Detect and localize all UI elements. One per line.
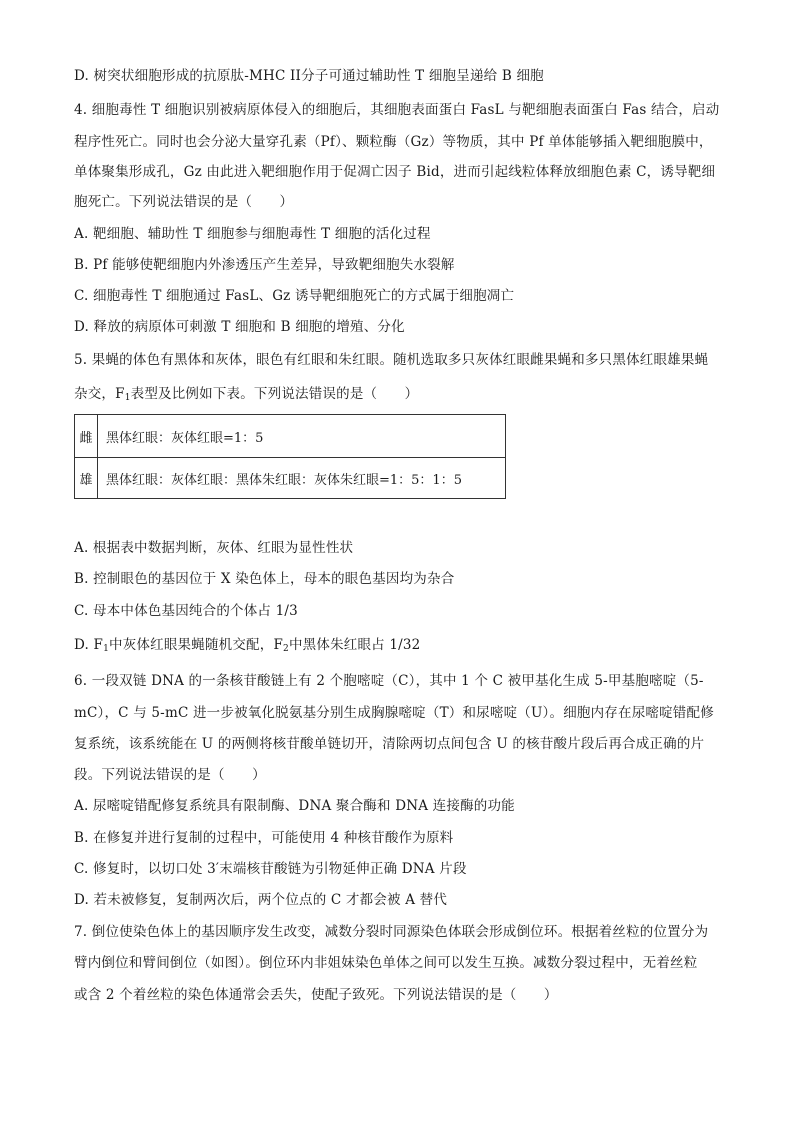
q6-stem-line-3: 复系统，该系统能在 U 的两侧将核苷酸单链切开，清除两切点间包含 U 的核苷酸片段后再合成正确的片	[74, 736, 705, 752]
q4-option-b: B. Pf 能够使靶细胞内外渗透压产生差异，导致靶细胞失水裂解	[74, 257, 455, 273]
q6-stem-line-4: 段。下列说法错误的是（ ）	[74, 767, 266, 783]
sex-cell: 雌	[75, 415, 98, 458]
q6-option-c: C. 修复时，以切口处 3′末端核苷酸链为引物延伸正确 DNA 片段	[74, 861, 467, 877]
q5-option-a: A. 根据表中数据判断，灰体、红眼为显性性状	[74, 540, 354, 556]
phenotype-table	[74, 414, 506, 499]
q5-stem-line-1: 5. 果蝇的体色有黑体和灰体，眼色有红眼和朱红眼。随机选取多只灰体红眼雌果蝇和多只黑体红眼雄果蝇	[74, 352, 709, 368]
ratio-cell: 黑体红眼：灰体红眼：黑体朱红眼：灰体朱红眼=1：5：1：5	[98, 458, 506, 499]
table-row	[75, 458, 506, 499]
q4-option-c: C. 细胞毒性 T 细胞通过 FasL、Gz 诱导靶细胞死亡的方式属于细胞凋亡	[74, 288, 515, 304]
q5-option-c: C. 母本中体色基因纯合的个体占 1/3	[74, 603, 298, 619]
q5-stem-line-2: 杂交，$F_1$表型及比例如下表。下列说法错误的是（ ）	[74, 386, 419, 403]
q5-option-d: D. $F_1$中灰体红眼果蝇随机交配，$F_2$中黑体朱红眼占 1/32	[74, 637, 421, 654]
q4-stem-line-1: 4. 细胞毒性 T 细胞识别被病原体侵入的细胞后，其细胞表面蛋白 FasL 与靶细胞表面蛋白 Fas 结合，启动	[74, 102, 720, 118]
q4-stem-line-2: 程序性死亡。同时也会分泌大量穿孔素（Pf）、颗粒酶（Gz）等物质，其中 Pf 单体能够插入靶细胞膜中，	[74, 134, 713, 150]
q7-stem-line-1: 7. 倒位使染色体上的基因顺序发生改变，减数分裂时同源染色体联会形成倒位环。根据着丝粒的位置分为	[74, 924, 709, 940]
q3-option-d: D. 树突状细胞形成的抗原肽-MHC II分子可通过辅助性 T 细胞呈递给 B 细胞	[74, 68, 544, 84]
q4-option-a: A. 靶细胞、辅助性 T 细胞参与细胞毒性 T 细胞的活化过程	[74, 226, 431, 242]
q4-option-d: D. 释放的病原体可刺激 T 细胞和 B 细胞的增殖、分化	[74, 319, 405, 335]
q6-option-d: D. 若未被修复，复制两次后，两个位点的 C 才都会被 A 替代	[74, 892, 448, 908]
q7-stem-line-2: 臂内倒位和臂间倒位（如图）。倒位环内非姐妹染色单体之间可以发生互换。减数分裂过程中，无着丝粒	[74, 955, 698, 971]
q4-stem-line-3: 单体聚集形成孔，Gz 由此进入靶细胞作用于促凋亡因子 Bid，进而引起线粒体释放细胞色素 C，诱导靶细	[74, 164, 716, 180]
table-row	[75, 415, 506, 458]
q6-option-b: B. 在修复并进行复制的过程中，可能使用 4 种核苷酸作为原料	[74, 830, 454, 846]
q6-stem-line-1: 6. 一段双链 DNA 的一条核苷酸链上有 2 个胞嘧啶（C），其中 1 个 C 被甲基化生成 5-甲基胞嘧啶（5-	[74, 673, 704, 689]
q6-option-a: A. 尿嘧啶错配修复系统具有限制酶、DNA 聚合酶和 DNA 连接酶的功能	[74, 798, 515, 814]
q4-stem-line-4: 胞死亡。下列说法错误的是（ ）	[74, 194, 294, 210]
q5-option-b: B. 控制眼色的基因位于 X 染色体上，母本的眼色基因均为杂合	[74, 571, 455, 587]
sex-cell: 雄	[75, 458, 98, 499]
ratio-cell: 黑体红眼：灰体红眼=1：5	[98, 415, 506, 458]
q7-stem-line-3: 或含 2 个着丝粒的染色体通常会丢失，使配子致死。下列说法错误的是（ ）	[74, 987, 558, 1003]
q6-stem-line-2: mC），C 与 5-mC 进一步被氧化脱氨基分别生成胸腺嘧啶（T）和尿嘧啶（U）。细胞内存在尿嘧啶错配修	[74, 705, 714, 721]
